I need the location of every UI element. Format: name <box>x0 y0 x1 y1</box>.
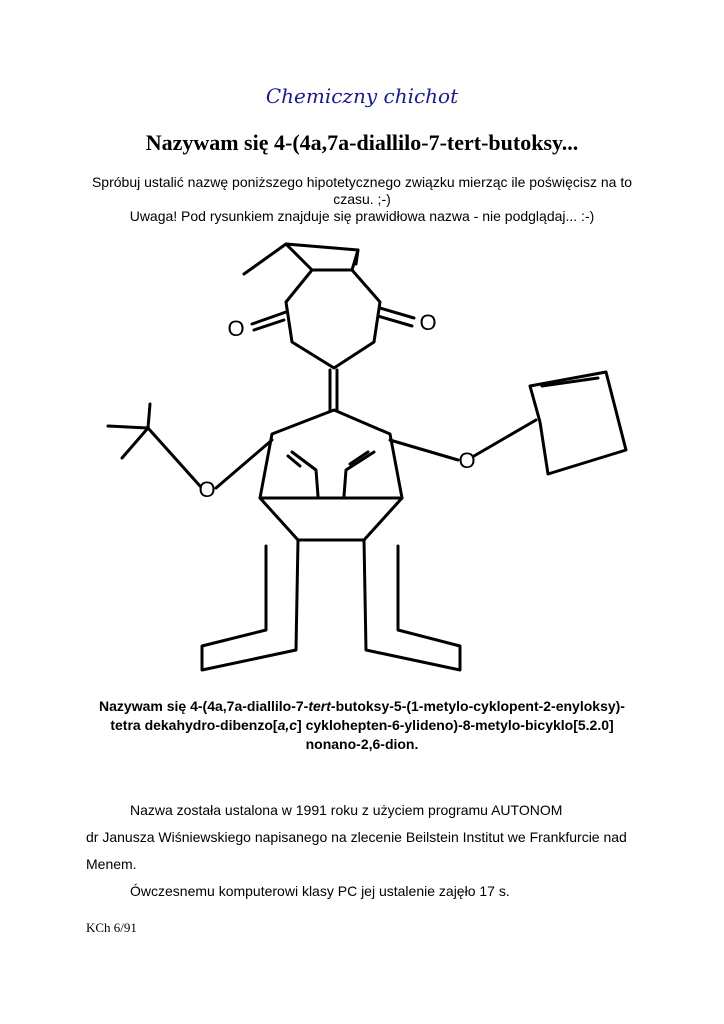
hat-methyl <box>356 250 358 264</box>
atom-label-o-left-ketone: O <box>227 316 245 341</box>
head-ring <box>286 270 380 368</box>
intro-line-2: Uwaga! Pod rysunkiem znajduje się prawidłowa nazwa - nie podglądaj... :-) <box>129 208 595 224</box>
compound-name-line-2 <box>70 716 654 735</box>
intro-text <box>80 174 644 225</box>
atom-label-o-right-ether: O <box>458 448 476 473</box>
hand-ring <box>530 372 626 474</box>
hat-ring <box>286 244 358 270</box>
intro-line-1: Spróbuj ustalić nazwę poniższego hipotetycznego związku mierząc ile poświęcisz na to czasu. ;-) <box>91 174 633 207</box>
compound-name-italic: tert <box>308 698 331 714</box>
compound-name-part: -butoksy-5-(1-metylo-cyklopent-2-enyloksy)- <box>330 698 625 714</box>
compound-name <box>70 697 654 754</box>
molecule-figure-icon <box>0 230 724 680</box>
page-title: Nazywam się 4-(4a,7a-diallilo-7-tert-butoksy... <box>145 130 579 155</box>
compound-name-line-1 <box>70 697 654 716</box>
note-paragraph-2: dr Janusza Wiśniewskiego napisanego na zlecenie Beilstein Institut we Frankfurcie nad Menem. <box>86 829 627 872</box>
notes <box>86 797 646 905</box>
compound-name-italic: a,c <box>277 717 298 733</box>
compound-name-part: tetra dekahydro-dibenzo[ <box>110 717 278 733</box>
kicker-title: Chemiczny chichot <box>265 84 459 108</box>
note-paragraph-1: Nazwa została ustalona w 1991 roku z użyciem programu AUTONOM <box>130 802 563 818</box>
atom-label-o-right-ketone: O <box>419 310 437 335</box>
hat-brim <box>244 244 286 274</box>
torso-ring <box>260 410 402 498</box>
atom-label-o-left-ether: O <box>198 477 216 502</box>
compound-name-line-3: nonano-2,6-dion. <box>305 736 419 752</box>
note-paragraph-3: Ówczesnemu komputerowi klasy PC jej ustalenie zajęło 17 s. <box>130 883 510 899</box>
compound-name-part: ] cyklohepten-6-ylideno)-8-metylo-bicyklo[5.2.0] <box>297 717 614 733</box>
compound-name-part: Nazywam się 4-(4a,7a-diallilo-7- <box>99 698 309 714</box>
footer-code: KCh 6/91 <box>86 920 137 935</box>
